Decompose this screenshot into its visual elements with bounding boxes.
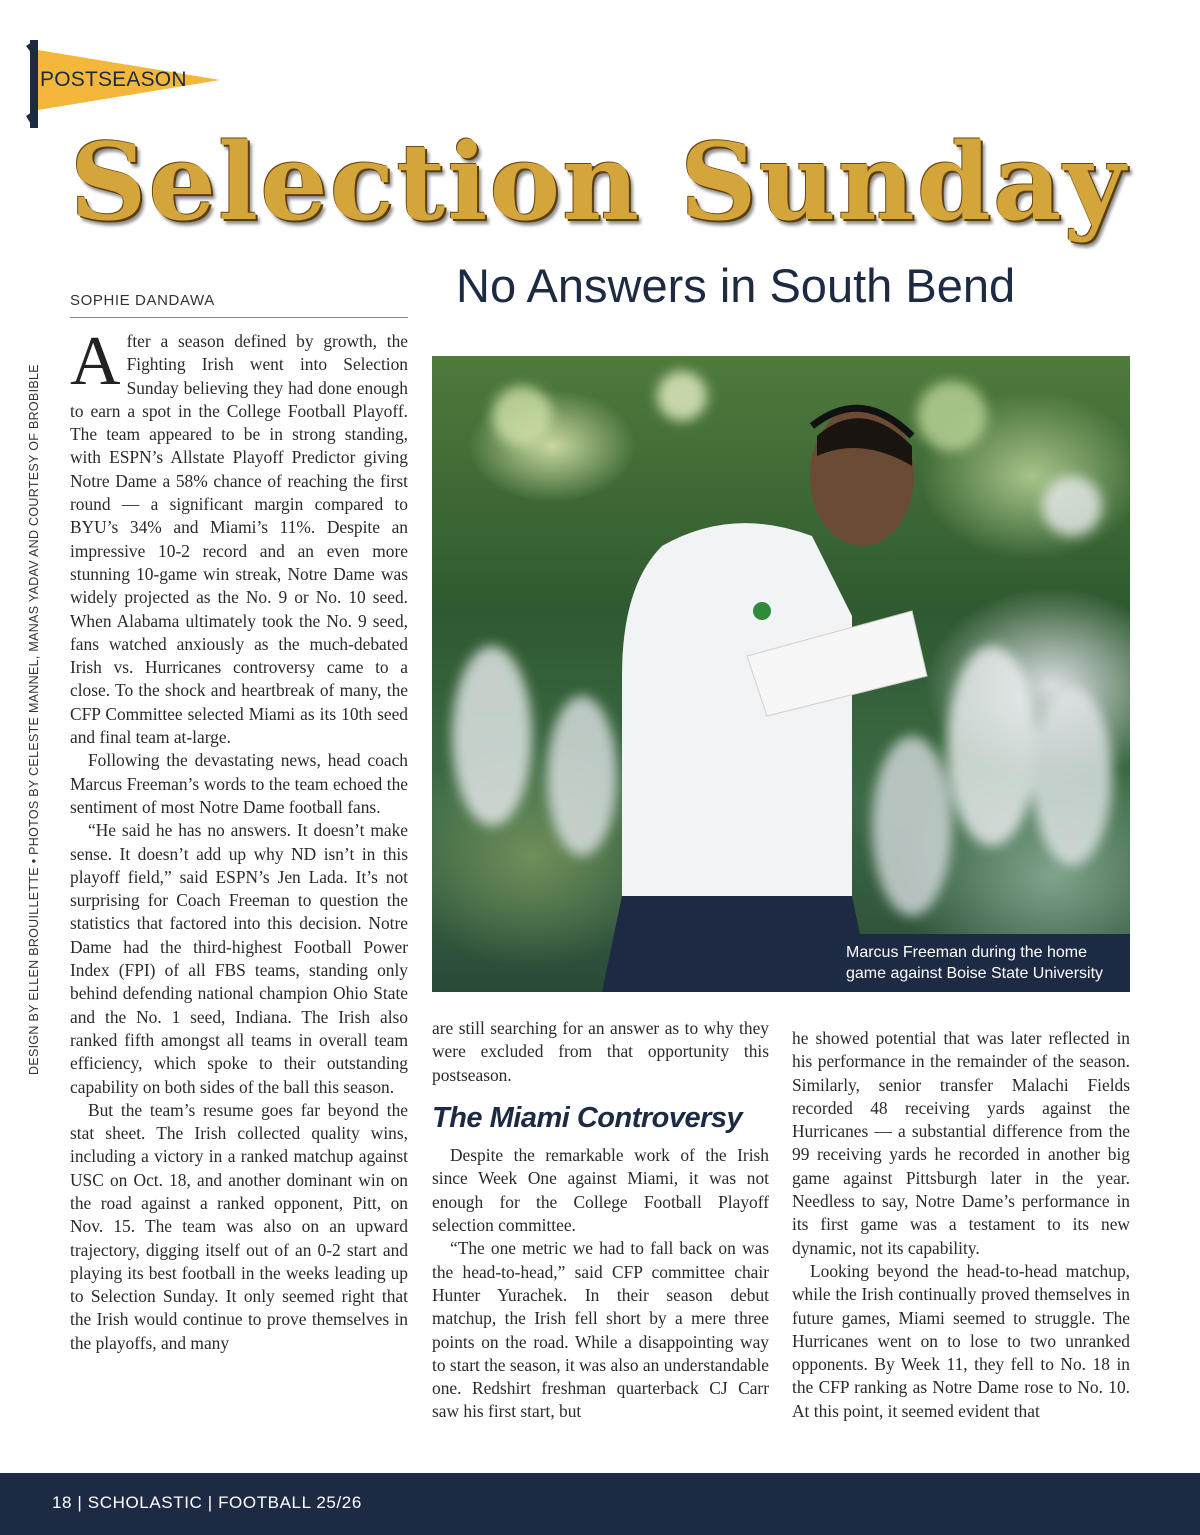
coach-photo-illustration bbox=[432, 356, 1130, 992]
drop-cap: A bbox=[70, 323, 121, 400]
article-column-3 bbox=[792, 1027, 1130, 1423]
paragraph: he showed potential that was later reflected in his performance in the remainder of the season. Similarly, senior transfer Malachi Fields recorded 48 receiving yards against the Hurricanes — a substantial difference from the 99 receiving yards he recorded in another big game against Pittsburgh later in the year. Needless to say, Notre Dame’s performance in its first game was a testament to its new dynamic, not its capability. bbox=[792, 1028, 1130, 1258]
paragraph: “The one metric we had to fall back on was the head-to-head,” said CFP committee chair Hunter Yurachek. In their season debut matchup, the Irish fell short by a mere three points on the road. While a disappointing way to start the season, it was also an understandable one. Redshirt freshman quarterback CJ Carr saw his first start, but bbox=[432, 1238, 769, 1422]
page-footer bbox=[0, 1473, 1200, 1535]
section-heading: The Miami Controversy bbox=[432, 1101, 743, 1134]
article-photo bbox=[432, 356, 1130, 992]
byline: SOPHIE DANDAWA bbox=[70, 292, 408, 318]
paragraph: But the team’s resume goes far beyond the stat sheet. The Irish collected quality wins, including a victory in a ranked matchup against USC on Oct. 18, and another dominant win on the road against a ranked opponent, Pitt, on Nov. 15. The team was also on an upward trajectory, digging itself out of an 0-2 start and playing its best football in the weeks leading up to Selection Sunday. It only seemed right that the Irish would continue to prove themselves in the playoffs, and many bbox=[70, 1099, 408, 1353]
photo-caption: Marcus Freeman during the home game against Boise State University bbox=[832, 934, 1130, 992]
article-column-2 bbox=[432, 1017, 769, 1424]
photo-credit: DESIGN BY ELLEN BROUILLETTE • PHOTOS BY CELESTE MANNEL, MANAS YADAV AND COURTESY OF BROBIBLE bbox=[27, 364, 41, 1075]
page-subtitle: No Answers in South Bend bbox=[456, 259, 1016, 312]
paragraph: After a season defined by growth, the Fighting Irish went into Selection Sunday believing they had done enough to earn a spot in the College Football Playoff. The team appeared to be in strong standing, with ESPN’s Allstate Playoff Predictor giving Notre Dame a 58% chance of reaching the first round — a significant margin compared to BYU’s 34% and Miami’s 11%. Despite an impressive 10-2 record and an even more stunning 10-game win streak, Notre Dame was widely projected as the No. 9 or No. 10 seed. When Alabama ultimately took the No. 9 seed, fans watched anxiously as the much-debated Irish vs. Hurricanes controversy came to a close. To the shock and heartbreak of many, the CFP Committee selected Miami as its 10th seed and final team at-large. bbox=[70, 323, 408, 748]
paragraph: are still searching for an answer as to why they were excluded from that opportunity this postseason. bbox=[432, 1018, 769, 1085]
section-label: POSTSEASON bbox=[40, 68, 187, 91]
paragraph: Despite the remarkable work of the Irish since Week One against Miami, it was not enough for the College Football Playoff selection committee. bbox=[432, 1145, 769, 1236]
article-column-1 bbox=[70, 323, 408, 1355]
page-title: Selection Sunday bbox=[70, 112, 1130, 252]
paragraph: Following the devastating news, head coach Marcus Freeman’s words to the team echoed the sentiment of most Notre Dame football fans. bbox=[70, 750, 408, 817]
paragraph: Looking beyond the head-to-head matchup, while the Irish continually proved themselves in future games, Miami seemed to struggle. The Hurricanes went on to lose to two unranked opponents. By Week 11, they fell to No. 18 in the CFP ranking as Notre Dame rose to No. 10. At this point, it seemed evident that bbox=[792, 1260, 1130, 1421]
footer-folio: 18 | SCHOLASTIC | FOOTBALL 25/26 bbox=[52, 1493, 362, 1512]
paragraph: “He said he has no answers. It doesn’t make sense. It doesn’t add up why ND isn’t in this playoff field,” said ESPN’s Jen Lada. It’s not surprising for Coach Freeman to question the statistics that factored into this decision. Notre Dame had the third-highest Football Power Index (FPI) of all FBS teams, standing only behind defending national champion Ohio State and the No. 1 seed, Indiana. The Irish also ranked fifth amongst all teams in overall team efficiency, which spoke to their outstanding capability on both sides of the ball this season. bbox=[70, 820, 408, 1097]
